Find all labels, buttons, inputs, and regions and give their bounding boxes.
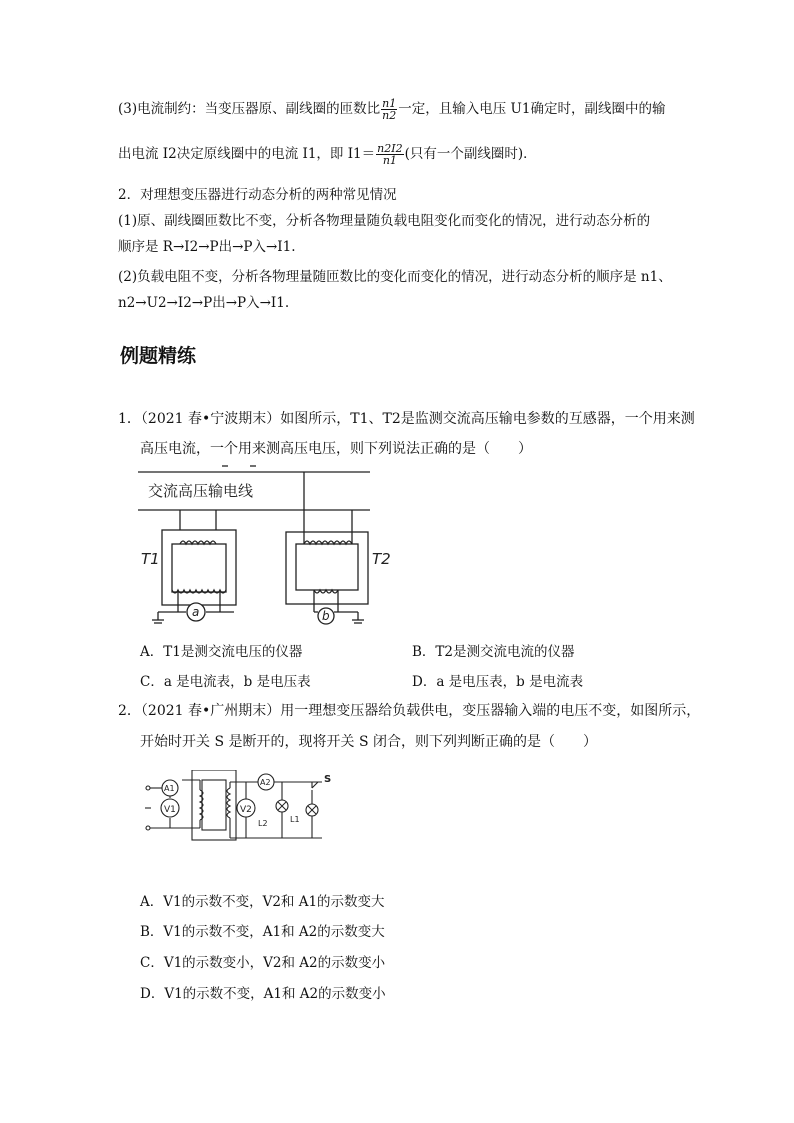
v2-label: V2 [240, 805, 252, 815]
q2-stem-line2: 开始时开关 S 是断开的，现将开关 S 闭合，则下列判断正确的是（ ） [140, 734, 597, 750]
l1-label: L1 [290, 815, 300, 824]
a2-label: A2 [260, 778, 271, 787]
a1-label: A1 [164, 784, 175, 793]
turns-ratio-fraction: $\frac{n1}{n2}$ [382, 97, 397, 122]
q1-option-a[interactable]: A．T1是测交流电压的仪器 [140, 644, 303, 660]
q1-option-b[interactable]: B．T2是测交流电流的仪器 [412, 644, 575, 660]
q1-transformer-figure [138, 460, 398, 630]
wire-label: 交流高压输电线 [148, 482, 254, 500]
meter-b-label: b [322, 609, 330, 623]
q1-stem-line1: 1．（2021 春•宁波期末）如图所示，T1、T2是监测交流高压输电参数的互感器，一个用来测 [118, 411, 695, 427]
t2-label: T2 [372, 550, 391, 568]
line1-pre: (3)电流制约：当变压器原、副线圈的匝数比 [118, 101, 381, 117]
text-line-case2-order: n2→U2→I2→P出→P入→I1. [118, 295, 290, 311]
q2-option-c[interactable]: C．V1的示数变小，V2和 A2的示数变小 [140, 955, 386, 971]
text-line-case2: (2)负载电阻不变，分析各物理量随匝数比的变化而变化的情况，进行动态分析的顺序是 n1、 [118, 269, 672, 285]
q2-circuit-figure [142, 770, 342, 848]
section-heading: 例题精练 [120, 345, 197, 367]
switch-s-label: S [324, 774, 332, 785]
l2-label: L2 [258, 819, 268, 828]
text-line-current-constraint [118, 98, 665, 121]
q2-option-b[interactable]: B．V1的示数不变，A1和 A2的示数变大 [140, 924, 385, 940]
text-line-dynamic-analysis: 2．对理想变压器进行动态分析的两种常见情况 [118, 187, 397, 203]
text-line-output-current [118, 143, 537, 166]
q2-option-d[interactable]: D．V1的示数不变，A1和 A2的示数变小 [140, 986, 386, 1002]
current-formula-fraction: $\frac{n2I2}{n1}$ [377, 142, 403, 167]
v1-label: V1 [164, 805, 176, 815]
q2-stem-line1: 2．（2021 春•广州期末）用一理想变压器给负载供电，变压器输入端的电压不变，如图所示， [118, 703, 701, 719]
q1-stem-line2: 高压电流，一个用来测高压电压，则下列说法正确的是（ ） [140, 441, 532, 457]
line2-pre: 出电流 I2决定原线圈中的电流 I1，即 I1＝ [118, 146, 376, 162]
q2-option-a[interactable]: A．V1的示数不变，V2和 A1的示数变大 [140, 894, 385, 910]
text-line-case1: (1)原、副线圈匝数比不变，分析各物理量随负载电阻变化而变化的情况，进行动态分析的 [118, 213, 651, 229]
line1-post: 一定，且输入电压 U1确定时，副线圈中的输 [398, 101, 666, 117]
meter-a-label: a [192, 605, 200, 619]
q1-option-c[interactable]: C．a 是电流表，b 是电压表 [140, 674, 311, 690]
text-line-case1-order: 顺序是 R→I2→P出→P入→I1. [118, 239, 296, 255]
line2-post: (只有一个副线圈时)． [404, 146, 537, 162]
q1-option-d[interactable]: D．a 是电压表，b 是电流表 [412, 674, 584, 690]
t1-label: T1 [141, 550, 160, 568]
